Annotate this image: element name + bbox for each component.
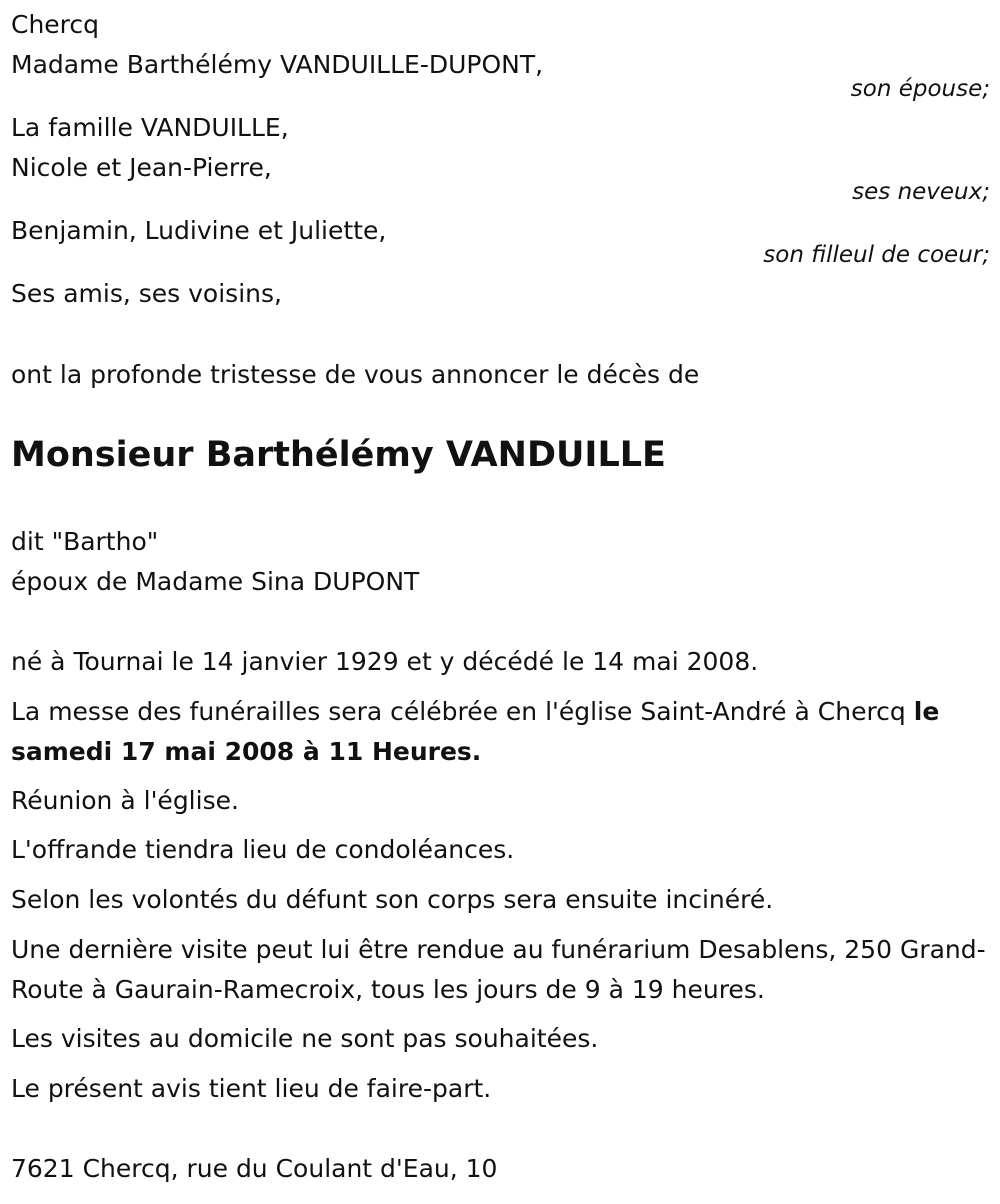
- meeting-line: Réunion à l'église.: [11, 786, 239, 815]
- birth-death-line: né à Tournai le 14 janvier 1929 et y décédé le 14 mai 2008.: [11, 647, 759, 676]
- cremation-line: Selon les volontés du défunt son corps sera ensuite incinéré.: [11, 885, 774, 914]
- nephews-role: ses neveux;: [852, 179, 990, 205]
- nephews-names: Nicole et Jean-Pierre,: [11, 153, 272, 182]
- godchildren-role: son filleul de coeur;: [763, 242, 990, 268]
- offering-line: L'offrande tiendra lieu de condoléances.: [11, 835, 515, 864]
- visit-paragraph: Une dernière visite peut lui être rendue au funérarium Desablens, 250 Grand-Route à Gaurain-Ramecroix, tous les jours de 9 à 19 heures.: [11, 935, 986, 1004]
- place-label: Chercq: [11, 10, 100, 39]
- deceased-name: Monsieur Barthélémy VANDUILLE: [11, 435, 666, 475]
- nickname-line: dit "Bartho": [11, 527, 159, 556]
- family-name: La famille VANDUILLE,: [11, 113, 289, 142]
- friends-line: Ses amis, ses voisins,: [11, 279, 282, 308]
- mass-text: La messe des funérailles sera célébrée en l'église Saint-André à Chercq: [11, 697, 914, 726]
- godchildren-names: Benjamin, Ludivine et Juliette,: [11, 216, 387, 245]
- address-line: 7621 Chercq, rue du Coulant d'Eau, 10: [11, 1154, 498, 1183]
- mass-paragraph: [11, 692, 991, 772]
- wife-name: Madame Barthélémy VANDUILLE-DUPONT,: [11, 50, 544, 79]
- mass-date: le samedi 17 mai 2008 à 11 Heures.: [11, 697, 940, 766]
- wife-role: son épouse;: [850, 76, 990, 102]
- notice-line: Le présent avis tient lieu de faire-part.: [11, 1074, 492, 1103]
- spouse-line: époux de Madame Sina DUPONT: [11, 567, 420, 596]
- announcement-line: ont la profonde tristesse de vous annoncer le décès de: [11, 360, 700, 389]
- no-home-visits-line: Les visites au domicile ne sont pas souhaitées.: [11, 1024, 599, 1053]
